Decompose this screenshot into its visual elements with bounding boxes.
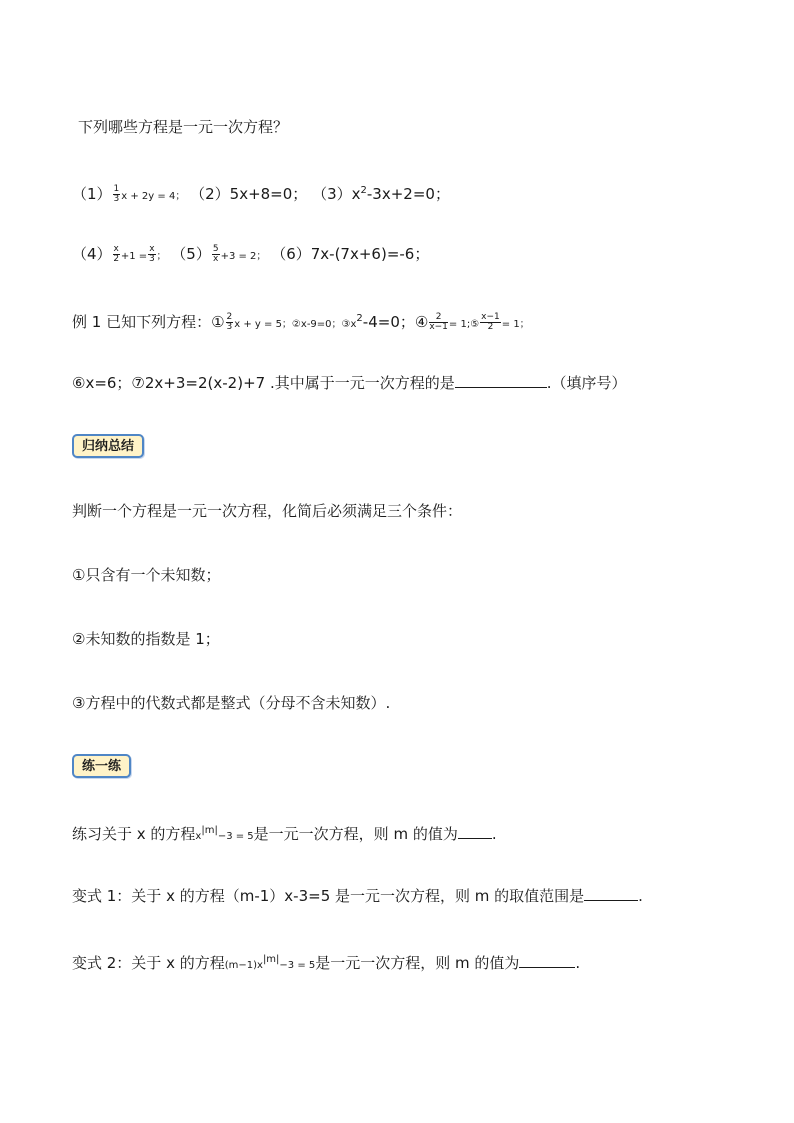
question-line-1	[72, 180, 450, 208]
item-2: （2）5x+8=0；	[190, 185, 308, 203]
condition-2: ②未知数的指数是 1；	[72, 630, 220, 648]
question-prompt: 下列哪些方程是一元一次方程？	[78, 118, 289, 136]
summary-intro: 判断一个方程是一元一次方程，化简后必须满足三个条件：	[72, 502, 463, 520]
practice-tag: 练一练	[72, 754, 131, 778]
condition-1: ①只含有一个未知数；	[72, 566, 221, 584]
answer-blank[interactable]	[458, 824, 492, 839]
variant-2: 变式 2：关于 x 的方程$(m-1)x^{|m|}-3 = 5$是一元一次方程，则 m 的值为 .	[72, 954, 581, 972]
condition-3: ③方程中的代数式都是整式（分母不含未知数）.	[72, 694, 391, 712]
item-1-label: （1）	[72, 185, 112, 203]
variant-1: 变式 1：关于 x 的方程（m-1）x-3=5 是一元一次方程，则 m 的取值范围是 .	[72, 887, 643, 905]
answer-blank[interactable]	[519, 953, 575, 968]
item-6: （6）7x-(7x+6)=-6；	[271, 245, 430, 263]
example-1-line-1: 例 1 已知下列方程：① $\frac{2}{3}$ x + y = 5；②x-9=0；$③x^2-4=0$；④ $\frac{2}{x-1}$ = 1;⑤ $\frac{x-1}{2}$ = 1；	[72, 312, 530, 332]
question-line-2	[72, 243, 429, 268]
item-1-rest: x + 2y = 4；	[121, 191, 186, 202]
practice-exercise: 练习关于 x 的方程$x^{|m|}-3 = 5$是一元一次方程，则 m 的值为 .	[72, 825, 497, 843]
answer-blank[interactable]	[455, 373, 547, 388]
item-4: （4） $\frac{x}{2}$ +1 = $\frac{x}{3}$ ；	[72, 244, 167, 264]
item-3: $(3)x^2-3x+2=0$；	[312, 185, 450, 203]
item-1-fraction: $\frac{1}{3}$	[113, 184, 120, 204]
example-1-line-2: ⑥x=6；⑦2x+3=2(x-2)+7 .其中属于一元一次方程的是 .（填序号）	[72, 374, 627, 392]
answer-blank[interactable]	[584, 886, 638, 901]
item-5: （5） $\frac{5}{x}$ +3 = 2；	[171, 244, 267, 264]
summary-tag: 归纳总结	[72, 434, 144, 458]
